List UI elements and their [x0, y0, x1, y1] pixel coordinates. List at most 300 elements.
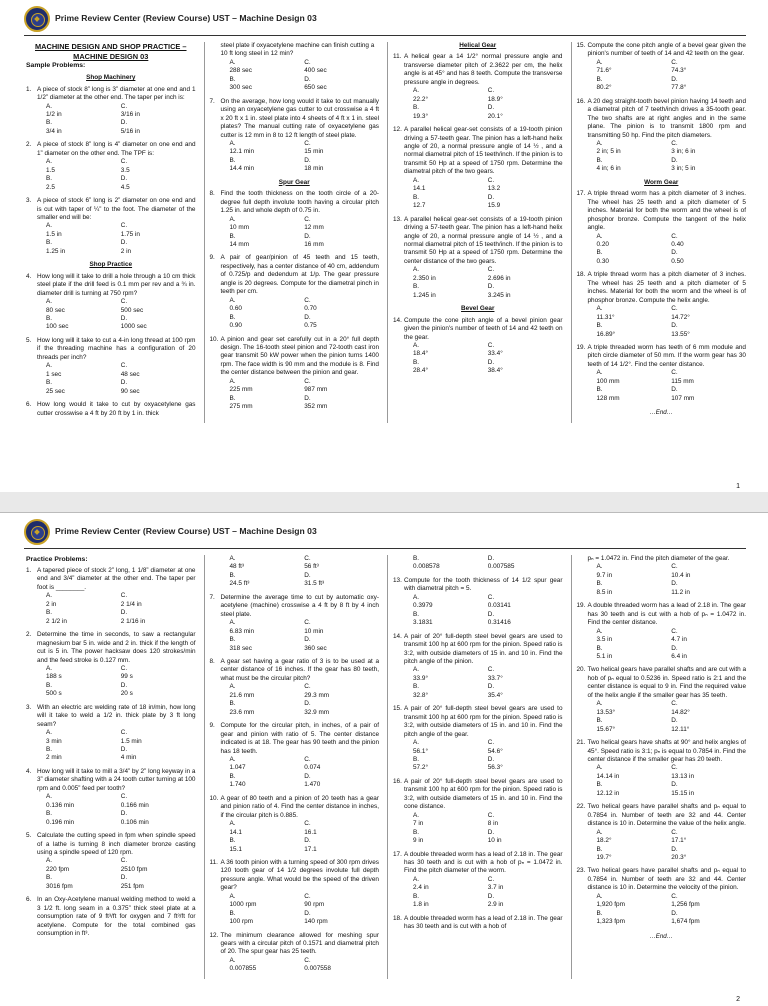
question	[26, 337, 196, 396]
question-text: Determine the average time to cut by automatic oxy-acetylene (machine) crosswise a 4 ft by 8 ft by 4 inch steel plate.	[220, 593, 379, 618]
choice-a: 12.1 min	[229, 148, 255, 156]
choices: A. 71.6° C. 74.3° B. 80.2° D. 77.8°	[588, 59, 747, 93]
question-text: A pair of 20° full-depth steel bevel gears are used to transmit 100 hp at 600 rpm for the pinion. Speed ratio is 3:2, with outside diameters of 15 in. and 10 in. Find the cone distance.	[404, 777, 563, 811]
choice-b: 25 sec	[46, 387, 65, 395]
question-number: 12.	[393, 126, 402, 134]
question-text: A pair of gear/pinion of 45 teeth and 15 teeth, respectively, has a center distance of 40 cm, addendum of 0.725/p and dedendum at 1/p. The gear pressure angle is 20 degrees. Compute for the diametral pinch in teeth per cm.	[220, 254, 379, 296]
choice-a: 1.5	[46, 166, 55, 174]
choice-c: 0.074	[304, 764, 321, 772]
question-text: A triple threaded worm has teeth of 6 mm module and pitch circle diameter of 50 mm. If the worm gear has 30 teeth of 14 1/2°. Find the center distance.	[587, 343, 746, 368]
document-title-line-2: MACHINE DESIGN 03	[73, 51, 149, 61]
question-continued	[393, 555, 563, 572]
question-text: Compute the cone pitch angle of a bevel gear given the pinion's number of teeth of 14 and 42 teeth on the gear.	[587, 42, 746, 58]
choice-b: 0.30	[596, 257, 609, 265]
choice-a: 0.007855	[229, 965, 257, 973]
choice-a: 9.7 in	[596, 571, 613, 579]
choice-c: 2.696 in	[487, 274, 511, 282]
question-text: A double threaded worm has a lead of 2.18 in. The gear has 30 teeth and is cut with a hob of pₙ = 1.0472 in. Find the center distance.	[587, 602, 746, 627]
choice-b: 500 s	[46, 690, 62, 698]
question-number: 1.	[26, 566, 32, 574]
question	[577, 190, 747, 266]
choice-a: 188 s	[46, 673, 62, 681]
choice-b: 15.67°	[596, 725, 616, 733]
choice-c: 29.3 mm	[304, 691, 330, 699]
choice-c: 0.166 min	[120, 801, 149, 809]
choice-d: 90 sec	[120, 387, 140, 395]
choice-c: 3.7 in	[487, 884, 504, 892]
choice-d: 1,674 fpm	[671, 918, 700, 926]
question-text: With an electric arc welding rate of 18 in/min, how long will it take to weld a 1/2 in. thick plate by 3 ft long seam?	[37, 703, 196, 728]
choices: A. 100 mm C. 115 mm B. 128 mm D. 107 mm	[588, 369, 747, 403]
choice-d: 15.15 in	[671, 789, 694, 797]
question	[393, 317, 563, 376]
choice-c: 0.03141	[487, 602, 511, 610]
question	[210, 795, 380, 854]
choice-a: 0.136 min	[46, 801, 75, 809]
choice-a: 18.2°	[596, 837, 612, 845]
section-intro: Practice Problems:	[26, 556, 88, 563]
choice-c: 74.3°	[671, 67, 687, 75]
choice-d: 107 mm	[671, 394, 695, 402]
question-text-continued: steel plate if oxyacetylene machine can finish cutting a 10 ft long steel in 12 min?	[220, 42, 375, 58]
choices: A. 2 in; 5 in C. 3 in; 6 in B. 4 in; 6 in D. 3 in; 5 in	[588, 140, 747, 174]
question-text: A 20 deg straight-tooth bevel pinion having 14 teeth and a diametral pitch of 7 teeth/inch drives a 35-tooth gear. The two shafts are at right angles and in the same plane. The pinion is to transmit 1800 rpm and transmitting 50 hp. Find the pitch diameters.	[587, 97, 746, 139]
question-number: 17.	[393, 850, 402, 858]
question-text-continued: pₙ = 1.0472 in. Find the pitch diameter of the gear.	[587, 555, 730, 562]
choice-a: 2 in; 5 in	[596, 148, 621, 156]
choice-d: 15.9	[487, 202, 501, 210]
page-gap	[0, 492, 768, 512]
document-page-2	[0, 512, 768, 1006]
choices: A. 12.1 min C. 15 min B. 14.4 min D. 18 min	[221, 140, 380, 174]
choice-b: 1,323 fpm	[596, 918, 625, 926]
choice-c: 500 sec	[120, 306, 144, 314]
end-marker: …End…	[649, 409, 673, 417]
choices: A. 1,920 fpm C. 1,256 fpm B. 1,323 fpm D. 1,674 fpm	[588, 893, 747, 927]
choice-c: 48 sec	[120, 370, 140, 378]
column-2	[204, 555, 380, 979]
question	[26, 567, 196, 626]
question-text: Determine the time in seconds, to saw a rectangular magnesium bar 5 in. wide and 2 in. thick if the length of cut is 5 in. The power hacksaw does 120 strokes/min and the feed stroke is 0.127 mm.	[37, 631, 196, 664]
question-number: 2.	[26, 631, 32, 639]
choice-c: 13.13 in	[671, 772, 694, 780]
question	[210, 722, 380, 790]
choice-d: 251 fpm	[120, 882, 144, 890]
school-seal-icon	[24, 6, 50, 32]
question-number: 11.	[393, 53, 402, 61]
choice-b: 3/4 in	[46, 127, 62, 135]
choice-d: 4 min	[120, 754, 137, 762]
question	[210, 594, 380, 653]
choice-d: 0.75	[304, 322, 317, 330]
choice-a: 0.20	[596, 240, 609, 248]
choice-d: 35.4°	[487, 691, 503, 699]
choices: A. 80 sec C. 500 sec B. 100 sec D. 1000 sec	[37, 298, 196, 332]
choice-b: 19.7°	[596, 853, 612, 861]
column-4	[571, 42, 747, 423]
question	[26, 273, 196, 332]
choice-d: 360 sec	[304, 644, 327, 652]
choice-c: 10 min	[304, 627, 324, 635]
choice-b: 1.8 in	[413, 901, 429, 909]
choice-d: 11.2 in	[671, 588, 690, 596]
choice-b: 0.196 min	[46, 818, 75, 826]
question-number: 6.	[26, 896, 32, 904]
column-1	[26, 555, 196, 979]
question-text: The minimum clearance allowed for meshing spur gears with a circular pitch of 0.1571 and diametral pitch of 20. The spur gear has 25 teeth.	[220, 931, 379, 956]
question-number: 8.	[209, 657, 215, 665]
question-continued	[577, 555, 747, 597]
choice-b: 275 mm	[229, 403, 253, 411]
choice-a: 48 ft³	[229, 563, 245, 571]
choice-a: 1.5 in	[46, 230, 62, 238]
question-number: 13.	[393, 215, 402, 223]
choice-b: 2 1/2 in	[46, 617, 67, 625]
question-text: A parallel helical gear-set consists of a 19-tooth pinion driving a 57-teeth gear. The pinion has a left-hand helix angle of 20, a normal pressure angle of 14 ½ , and a normal diametral pitch of 15 teeth/inch. If the pinion is to transmit 50 Hp at a speed of 1750 rpm. Determine the center distance of the two gears.	[404, 215, 563, 265]
page-header	[24, 519, 317, 545]
question	[577, 271, 747, 339]
choice-a: 14.1	[229, 828, 242, 836]
choice-a: 80 sec	[46, 306, 65, 314]
question	[210, 336, 380, 412]
subheading-shop-machinery: Shop Machinery	[86, 74, 136, 82]
choice-d: 32.9 mm	[304, 708, 330, 716]
choice-b: 0.90	[229, 322, 242, 330]
choice-d: 1000 sec	[120, 323, 147, 331]
question-number: 9.	[209, 254, 215, 262]
column-3	[387, 555, 563, 979]
header-title: Prime Review Center (Review Course) UST – Machine Design 03	[55, 526, 317, 537]
choice-a: 3.5 in	[596, 636, 613, 644]
choice-b: 100 sec	[46, 323, 69, 331]
question-number: 19.	[576, 343, 586, 351]
question-text: A double threaded worm has a lead of 2.18 in. The gear has 30 teeth and is cut with a hob of	[404, 914, 563, 931]
choices: A. 188 s C. 99 s B. 500 s D. 20 s	[37, 665, 196, 699]
choice-b: 12.12 in	[596, 789, 620, 797]
question-number: 14.	[393, 632, 402, 640]
question	[393, 778, 563, 846]
choice-c: 1.75 in	[120, 230, 140, 238]
question-text: Two helical gears have shafts at 90° and helix angles of 45°. Speed ratio is 3:1; pₙ is equal to 0.7854 in. Find the center distance if the smaller gear has 20 teeth.	[587, 739, 746, 763]
choice-a: 18.4°	[413, 350, 428, 358]
choice-a: 1.047	[229, 764, 246, 772]
page-number: 1	[736, 483, 740, 490]
question-number: 6.	[26, 401, 32, 409]
question-number: 7.	[209, 593, 215, 601]
choice-b: 1.740	[229, 781, 246, 789]
choice-b: 2.5	[46, 183, 55, 191]
question-number: 7.	[209, 97, 215, 105]
choices: A. 9.7 in C. 10.4 in B. 8.5 in D. 11.2 in	[588, 563, 747, 597]
choices: A. 21.6 mm C. 29.3 mm B. 23.6 mm D. 32.9 mm	[221, 683, 380, 717]
choices: A. 11.31° C. 14.72° B. 16.89° D. 13.55°	[588, 305, 747, 339]
question	[26, 832, 196, 891]
question	[210, 190, 380, 249]
choices: A. 0.60 C. 0.70 B. 0.90 D. 0.75	[221, 297, 380, 331]
question	[577, 344, 747, 403]
choice-d: 31.5 ft³	[304, 580, 325, 588]
choice-d: 0.31416	[487, 619, 511, 627]
end-marker: …End…	[649, 932, 673, 940]
choice-d: 13.55°	[671, 330, 690, 338]
choice-a: 14.1	[413, 185, 426, 193]
question-text: A triple thread worm has a pitch diameter of 3 inches. The wheel has 25 teeth and a pitch diameter of 5 inches. Material for both the worm and the wheel is of phosphor bronze. Compute the tangent of the helix angle.	[587, 190, 746, 232]
choices: A. 288 sec C. 400 sec B. 300 sec D. 650 sec	[221, 59, 380, 93]
choice-c: 8 in	[487, 820, 499, 828]
choice-d: 10 in	[487, 837, 502, 845]
choice-a: 2.350 in	[413, 274, 436, 282]
question	[26, 631, 196, 699]
choices: A. 18.2° C. 17.1° B. 19.7° D. 20.3°	[588, 829, 747, 863]
question-text: How long would it take to cut by oxyacetylene gas cutter crosswise a 4 ft by 20 ft by 1 in. thick	[37, 401, 196, 417]
question-text: Two helical gears have parallel shafts and pₙ equal to 0.7854 in. Number of teeth are 32 and 44. Center distance is 10 in. Determine the value of the helix angle.	[587, 803, 746, 828]
document-page-1	[0, 0, 768, 492]
choice-a: 1 sec	[46, 370, 62, 378]
question-number: 22.	[576, 803, 586, 811]
choice-d: 6.4 in	[671, 652, 687, 660]
choice-b: 14 mm	[229, 240, 250, 248]
choice-d: 20.1°	[487, 112, 503, 120]
choice-d: 56.3°	[487, 764, 503, 772]
choices: A. 10 mm C. 12 mm B. 14 mm D. 16 mm	[221, 216, 380, 250]
question	[577, 602, 747, 661]
choice-a: 0.60	[229, 305, 242, 313]
subheading-worm-gear: Worm Gear	[644, 178, 679, 186]
question-text: A 36 tooth pinion with a turning speed of 300 rpm drives 120 tooth gear of 14 1/2 degrees involute full depth pressure angle. What would be the speed of the driven gear?	[220, 858, 379, 892]
choice-d: 2 in	[120, 247, 132, 255]
question-text: Compute for the circular pitch, in inches, of a pair of gear and pinion with ratio of 5. The center distance indicated is at 18. The gear has 90 teeth and the pinion has 18 teeth.	[220, 722, 379, 755]
question	[393, 53, 563, 121]
question	[577, 739, 747, 798]
question-number: 19.	[576, 602, 586, 610]
question-text: A tapered piece of stock 2” long, 1 1/8” diameter at one end and 3/4” diameter at the other end. The taper per foot is ________.	[37, 566, 196, 591]
document-title-line-1: MACHINE DESIGN AND SHOP PRACTICE –	[34, 42, 187, 51]
question-text: How long will it take to mill a 3/4” by 2” long keyway in a 3” diameter shafting with a 24 tooth cutter turning at 100 rpm and 0.005” feed per tooth?	[37, 767, 196, 792]
choice-b: 32.8°	[413, 691, 428, 699]
choice-d: 17.1	[304, 845, 317, 853]
subheading-helical-gear: Helical Gear	[459, 42, 497, 49]
choice-d: 3 in; 5 in	[671, 165, 696, 173]
question-text: Two helical gears have parallel shafts and are cut with a hob of pₙ equal to 0.5236 in. Speed ratio is 2:1 and the center distance is equal to 9 in. Find the required value of the helix angle if the smaller gear has 35 teeth.	[587, 666, 746, 699]
choice-a: 1000 rpm	[229, 901, 257, 909]
question	[577, 98, 747, 174]
question-continued	[210, 42, 380, 93]
question	[393, 577, 563, 628]
choice-d: 650 sec	[304, 84, 327, 92]
choices: A. 0.007855 C. 0.007558	[221, 957, 380, 974]
choices: A. 1 sec C. 48 sec B. 25 sec D. 90 sec	[37, 362, 196, 396]
choices: A. 0.20 C. 0.40 B. 0.30 D. 0.50	[588, 233, 747, 267]
choice-b: 300 sec	[229, 84, 252, 92]
choice-a: 225 mm	[229, 386, 253, 394]
question-text: A triple thread worm has a pitch diameter of 3 inches. The wheel has 25 teeth and a pitch diameter of 5 inches. Material for both the worm and the wheel is of phosphor bronze. Compute the helix angle.	[587, 271, 746, 304]
question	[393, 126, 563, 211]
choice-b: 5.1 in	[596, 652, 613, 660]
question-text: A piece of stock 8” long is 4” diameter on one end and 1” diameter on the other end. The TPF is:	[37, 141, 196, 157]
choice-a: 22.2°	[413, 95, 428, 103]
header-title: Prime Review Center (Review Course) UST – Machine Design 03	[55, 13, 317, 24]
question-text: A parallel helical gear-set consists of a 19-tooth pinion driving a 57-teeth gear. The pinion has a left-hand helix angle of 20, a normal pressure angle of 14 ½ , and a normal diametral pitch of 15 teeth/inch. If the pinion is to transmit 50 Hp at a speed of 1750 rpm. Determine the diametral pitch of the two gears.	[404, 126, 563, 176]
choices: A. 1.5 in C. 1.75 in B. 1.25 in D. 2 in	[37, 222, 196, 256]
choices: A. 7 in C. 8 in B. 9 in D. 10 in	[404, 812, 563, 846]
question	[577, 666, 747, 734]
question-number: 20.	[576, 666, 586, 674]
choice-d: 0.50	[671, 257, 684, 265]
choices: A. 1.5 C. 3.5 B. 2.5 D. 4.5	[37, 158, 196, 192]
school-seal-icon	[24, 519, 50, 545]
choice-a: 14.14 in	[596, 772, 620, 780]
choice-b: 16.89°	[596, 330, 616, 338]
choice-a: 3 min	[46, 737, 62, 745]
choice-b: 12.7	[413, 202, 426, 210]
question-number: 3.	[26, 703, 32, 711]
choice-c: 115 mm	[671, 377, 694, 385]
choice-c: 14.72°	[671, 313, 690, 321]
choice-a: 1,920 fpm	[596, 901, 625, 909]
choices: A. 2 in C. 2 1/4 in B. 2 1/2 in D. 2 1/16 in	[37, 592, 196, 626]
choice-d: 4.5	[120, 183, 130, 191]
page-header	[24, 6, 317, 32]
choice-b: 57.2°	[413, 764, 428, 772]
question	[210, 658, 380, 717]
column-2	[204, 42, 380, 423]
question-number: 13.	[393, 576, 402, 584]
header-divider	[24, 35, 746, 36]
choice-c: 17.1°	[671, 837, 687, 845]
choice-c: 15 min	[304, 148, 324, 156]
choice-d: 352 mm	[304, 403, 328, 411]
choice-d: 2 1/16 in	[120, 617, 146, 625]
question	[26, 401, 196, 418]
choice-b: 1.245 in	[413, 291, 436, 299]
question-continued	[210, 555, 380, 589]
header-divider	[24, 548, 746, 549]
choices: B. 0.008578 D. 0.007585	[404, 555, 563, 572]
choice-d: 1.470	[304, 781, 321, 789]
choices: A. 13.53° C. 14.82° B. 15.67° D. 12.11°	[588, 700, 747, 734]
choice-c: 0.007558	[304, 965, 331, 973]
question-number: 5.	[26, 336, 32, 344]
subheading-shop-practice: Shop Practice	[89, 261, 133, 269]
question	[210, 932, 380, 974]
choice-a: 21.6 mm	[229, 691, 255, 699]
question-number: 3.	[26, 197, 32, 205]
choices: A. 1000 rpm C. 90 rpm B. 100 rpm D. 140 rpm	[221, 893, 380, 927]
question-number: 14.	[393, 316, 402, 324]
choices: A. 220 fpm C. 2510 fpm B. 3016 fpm D. 251 fpm	[37, 857, 196, 891]
question	[393, 216, 563, 301]
choice-c: 90 rpm	[304, 901, 325, 909]
subheading-spur-gear: Spur Gear	[278, 178, 310, 186]
choice-b: 8.5 in	[596, 588, 613, 596]
choices: A. 3 min C. 1.5 min B. 2 min D. 4 min	[37, 729, 196, 763]
choice-b: 19.3°	[413, 112, 428, 120]
choice-b: 80.2°	[596, 84, 612, 92]
question-number: 10.	[209, 794, 219, 802]
choice-d: 0.106 min	[120, 818, 149, 826]
question-text: How long will it take to drill a hole through a 10 cm thick steel plate if the drill feed is 0.1 mm per rev and a ¾ in. diameter drill is turning at 750 rpm?	[37, 272, 196, 297]
question-text: Two helical gears have parallel shafts and pₙ equal to 0.7854 in. Number of teeth are 32 and 44. Center distance is 10 in. Determine the velocity of the pinion.	[587, 867, 746, 892]
choice-b: 28.4°	[413, 367, 428, 375]
choices: A. 14.1 C. 16.1 B. 15.1 D. 17.1	[221, 820, 380, 854]
choice-b: 3016 fpm	[46, 882, 73, 890]
choice-c: 33.4°	[487, 350, 503, 358]
choices: A. 33.9° C. 33.7° B. 32.8° D. 35.4°	[404, 666, 563, 700]
section-intro: Sample Problems:	[26, 62, 86, 70]
page-number: 2	[736, 996, 740, 1003]
choice-d: 3.245 in	[487, 291, 511, 299]
question-text: A gear set having a gear ratio of 3 is to be used at a center distance of 16 inches. If the gear has 80 teeth, what must be the circular pitch?	[220, 657, 379, 682]
choice-c: 18.9°	[487, 95, 503, 103]
choice-b: 128 mm	[596, 394, 620, 402]
choice-a: 6.83 min	[229, 627, 255, 635]
choice-c: 0.40	[671, 240, 684, 248]
choice-b: 15.1	[229, 845, 242, 853]
choice-c: 0.70	[304, 305, 317, 313]
question-number: 4.	[26, 272, 32, 280]
question	[26, 141, 196, 192]
question	[26, 896, 196, 938]
choice-b: 0.008578	[413, 563, 440, 571]
choice-c: 3.5	[120, 166, 130, 174]
question-number: 4.	[26, 767, 32, 775]
choice-a: 288 sec	[229, 67, 252, 75]
question-text: A pair of 20° full-depth steel bevel gears are used to transmit 100 hp at 600 rpm for the pinion. Speed ratio is 3:2, with outside diameters of 15 in. and 10 in. Find the pitch angle of the gear.	[404, 705, 563, 738]
question-text: Compute for the tooth thickness of 14 1/2 spur gear with diametral pitch = 5.	[404, 576, 563, 593]
choice-a: 100 mm	[596, 377, 620, 385]
choice-b: 1.25 in	[46, 247, 66, 255]
choices: A. 2.4 in C. 3.7 in B. 1.8 in D. 2.9 in	[404, 876, 563, 910]
choice-b: 14.4 min	[229, 165, 255, 173]
question-number: 11.	[209, 858, 218, 866]
question-text: A gear of 80 teeth and a pinion of 20 teeth has a gear and pinion ratio of 4. Find the center distance in inches, if the circular pitch is 0.885.	[220, 794, 379, 819]
choices: A. 0.3979 C. 0.03141 B. 3.1831 D. 0.31416	[404, 594, 563, 628]
question-text: A double threaded worm has a lead of 2.18 in. The gear has 30 teeth and is cut with a hob of pₙ = 1.0472 in. Find the pitch diameter of the worm.	[404, 850, 563, 875]
question	[26, 86, 196, 137]
question	[393, 705, 563, 773]
question-text: A helical gear a 14 1/2° normal pressure angle and transverse diameter pitch of 2.3622 per cm, the helix angle is at 45° and has 8 teeth. Compute the transverse pressure angle in degrees.	[404, 53, 563, 86]
choice-a: 10 mm	[229, 224, 250, 232]
choice-b: 2 min	[46, 754, 62, 762]
choices: A. 14.14 in C. 13.13 in B. 12.12 in D. 15.15 in	[588, 764, 747, 798]
question	[210, 254, 380, 330]
choice-c: 13.2	[487, 185, 501, 193]
choice-d: 16 mm	[304, 240, 324, 248]
question	[210, 98, 380, 174]
choice-d: 2.9 in	[487, 901, 504, 909]
choice-c: 2 1/4 in	[120, 600, 142, 608]
choice-b: 3.1831	[413, 619, 433, 627]
choice-c: 1,256 fpm	[671, 901, 700, 909]
question-number: 1.	[26, 85, 32, 93]
choice-c: 1.5 min	[120, 737, 142, 745]
question-text: Find the tooth thickness on the tooth circle of a 20-degree full depth involute tooth having a circular pitch 1.25 in. and whole depth of 0.75 in.	[220, 190, 379, 215]
choices: A. 1/2 in C. 3/16 in B. 3/4 in D. 5/16 in	[37, 103, 196, 137]
choice-a: 7 in	[413, 820, 424, 828]
choice-d: 5/16 in	[120, 127, 140, 135]
choice-b: 24.5 ft³	[229, 580, 250, 588]
question-text: How long will it take to cut a 4-in long thread at 100 rpm if the threading machine has a configuration of 20 threads per inch?	[37, 336, 196, 361]
question	[393, 633, 563, 701]
question	[393, 851, 563, 910]
question	[393, 915, 563, 932]
choices: A. 56.1° C. 54.6° B. 57.2° D. 56.3°	[404, 739, 563, 773]
column-3	[387, 42, 563, 423]
question-number: 15.	[576, 42, 586, 49]
choice-b: 23.6 mm	[229, 708, 255, 716]
choice-a: 56.1°	[413, 747, 428, 755]
choice-d: 77.8°	[671, 84, 687, 92]
